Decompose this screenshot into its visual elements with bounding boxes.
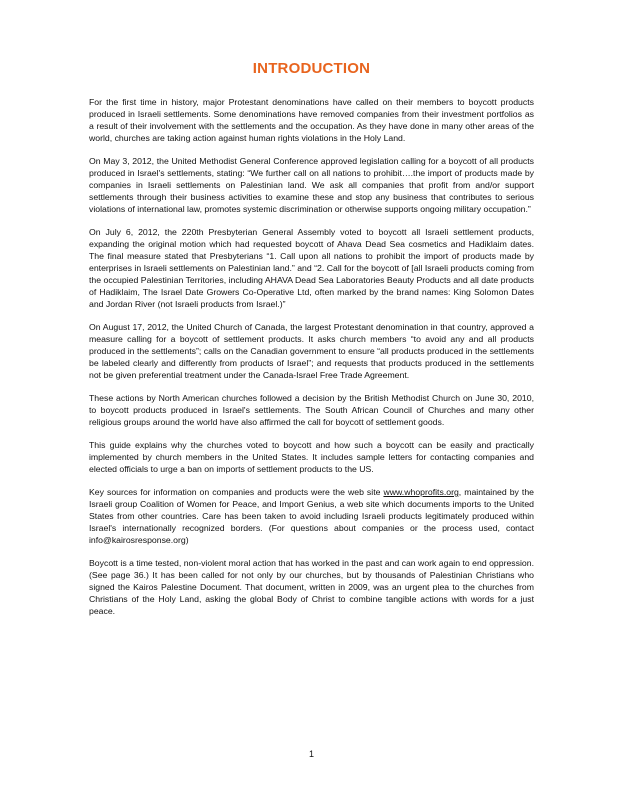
document-body: [89, 96, 534, 628]
paragraph-history: For the first time in history, major Protestant denominations have called on their members to boycott products produced in Israeli settlements. Some denominations have removed companies from their investment portfolios as a result of their involvement with the settlements and the occupation. As they have done in many other areas of the world, churches are taking action against human rights violations in the Holy Land.: [89, 97, 534, 143]
whoprofits-link[interactable]: www.whoprofits.org: [383, 487, 459, 497]
paragraph-key-sources: [89, 486, 534, 546]
paragraph-methodist: On May 3, 2012, the United Methodist General Conference approved legislation calling for a boycott of all products produced in Israel's settlements, stating: “We further call on all nations to prohibit….the import of products made by companies in Israeli settlements on Palestinian land. We ask all companies that profit from and/or support settlements through their business activities to examine these and stop any business that contributes to serious violations of international law, promotes systemic discrimination or otherwise supports ongoing military occupation.”: [89, 156, 534, 214]
page-title: INTRODUCTION: [252, 60, 371, 77]
page-number: 1: [308, 749, 314, 759]
paragraph-united-church-canada: On August 17, 2012, the United Church of Canada, the largest Protestant denomination in that country, approved a measure calling for a boycott of settlement products. It asks church members “to avoid any and all products produced in the settlements”; calls on the Canadian government to ensure “all products produced in the settlements be labeled clearly and differently from products of Israel”; and requests that products produced in the settlements not be given preferential treatment under the Canada-Israel Free Trade Agreement.: [89, 322, 534, 380]
sources-text-before: Key sources for information on companies and products were the web site: [89, 487, 384, 497]
paragraph-presbyterian: On July 6, 2012, the 220th Presbyterian General Assembly voted to boycott all Israeli settlement products, expanding the original motion which had requested boycott of Ahava Dead Sea cosmetics and Hadiklaim dates. The final measure stated that Presbyterians “1. Call upon all nations to prohibit the import of products made by enterprises in Israeli settlements on Palestinian land.” and “2. Call for the boycott of [all Israeli products coming from the occupied Palestinian Territories, including AHAVA Dead Sea Laboratories Beauty Products and all date products of Hadiklaim, The Israel Date Growers Co-Operative Ltd, often marked by the brand names: King Solomon Dates and Jordan River (not Israeli products from Israel.)”: [89, 227, 534, 309]
paragraph-boycott-closing: Boycott is a time tested, non-violent moral action that has worked in the past and can work again to end oppression. (See page 36.) It has been called for not only by our churches, but by thousands of Palestinian Christians who signed the Kairos Palestine Document. That document, written in 2009, was an urgent plea to the churches from Christians of the Holy Land, asking the global Body of Christ to combine tangible actions with words for a just peace.: [89, 558, 534, 616]
paragraph-british-methodist: These actions by North American churches followed a decision by the British Methodist Church on June 30, 2010, to boycott products produced in Israel's settlements. The South African Council of Churches and many other religious groups around the world have also affirmed the call for boycott of settlement goods.: [89, 393, 534, 427]
paragraph-guide-purpose: This guide explains why the churches voted to boycott and how such a boycott can be easily and practically implemented by church members in the United States. It includes sample letters for contacting companies and elected officials to urge a ban on imports of settlement products to the US.: [89, 440, 534, 474]
sources-text-after: , maintained by the Israeli group Coalition of Women for Peace, and Import Genius, a web site which documents imports to the United States from other countries. Care has been taken to avoid including Israeli products legitimately produced within Israel's internationally recognized borders. (For questions about companies or the process used, contact info@kairosresponse.org): [89, 487, 534, 545]
